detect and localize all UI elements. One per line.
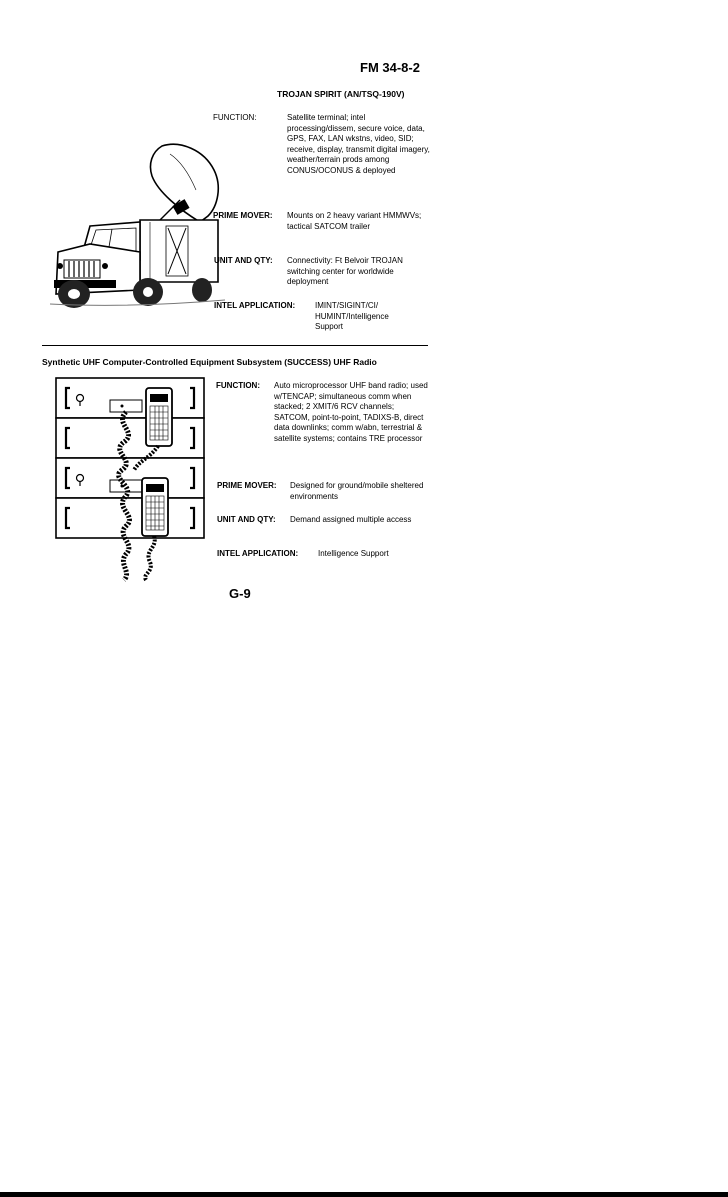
trojan-unit-text: Connectivity: Ft Belvoir TROJAN switching center for worldwide deployment [287, 256, 403, 287]
page-number: G-9 [229, 586, 251, 601]
success-function-label: FUNCTION: [216, 381, 260, 390]
success-prime-mover-label: PRIME MOVER: [217, 481, 277, 490]
trojan-function-text: Satellite terminal; intel processing/dissem, secure voice, data, GPS, FAX, LAN wkstns, video, SID; receive, display, transmit digital imagery, weather/terrain prods among CONUS/OCONUS & deployed [287, 113, 430, 175]
success-prime-mover-text: Designed for ground/mobile sheltered environments [290, 481, 424, 501]
trojan-intel-text: IMINT/SIGINT/CI/ HUMINT/Intelligence Support [315, 301, 389, 332]
section-divider [42, 345, 428, 346]
success-intel-label: INTEL APPLICATION: [217, 549, 299, 558]
trojan-prime-mover-label: PRIME MOVER: [213, 211, 273, 220]
document-id: FM 34-8-2 [360, 60, 420, 75]
success-function-text: Auto microprocessor UHF band radio; used w/TENCAP; simultaneous comm when stacked; 2 XMIT/6 RCV channels; SATCOM, point-to-point, TADIXS-B, direct data downlinks; comm w/abn, terrestrial & satellite systems; contains TRE processor [274, 381, 428, 443]
trojan-function-label: FUNCTION: [213, 113, 257, 122]
success-title: Synthetic UHF Computer-Controlled Equipment Subsystem (SUCCESS) UHF Radio [42, 357, 377, 367]
page-bottom-border [0, 1192, 728, 1197]
success-unit-text: Demand assigned multiple access [290, 515, 412, 524]
success-radio-stack-illustration [54, 374, 208, 582]
trojan-prime-mover-text: Mounts on 2 heavy variant HMMWVs; tactical SATCOM trailer [287, 211, 422, 231]
trojan-title: TROJAN SPIRIT (AN/TSQ-190V) [277, 89, 405, 99]
trojan-intel-label: INTEL APPLICATION: [214, 301, 296, 310]
trojan-unit-label: UNIT AND QTY: [214, 256, 273, 265]
success-intel-text: Intelligence Support [318, 549, 389, 558]
trojan-humvee-illustration [50, 140, 225, 310]
success-unit-label: UNIT AND QTY: [217, 515, 276, 524]
